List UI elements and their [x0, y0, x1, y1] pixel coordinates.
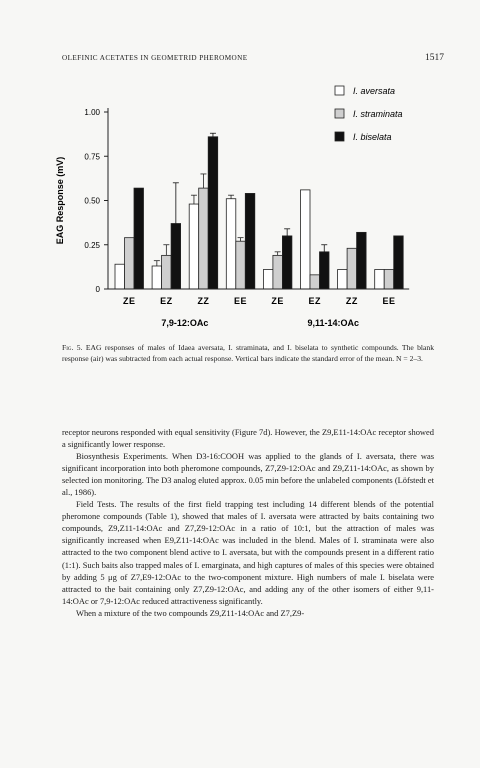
- bar: [273, 255, 283, 289]
- paragraph: receptor neurons responded with equal sensitivity (Figure 7d). However, the Z9,E11-14:OAc receptor showed a significantly lower response.: [62, 427, 434, 450]
- bar: [301, 190, 311, 289]
- x-tick-label: ZE: [271, 296, 284, 306]
- bar: [208, 137, 218, 289]
- bar: [282, 236, 292, 289]
- bar: [384, 270, 394, 289]
- y-axis-label: EAG Response (mV): [55, 156, 65, 245]
- x-tick-label: EZ: [160, 296, 173, 306]
- x-tick-label: ZZ: [345, 296, 358, 306]
- y-tick-label: 0.50: [84, 196, 100, 206]
- paragraph: Biosynthesis Experiments. When D3-16:COOH was applied to the glands of I. aversata, there was significant incorporation into both pheromone compounds, Z7,Z9-12:OAc and Z9,Z11-14:OAc, as shown by selected ion monitoring. The D3 analog eluted approx. 0.05 min before the unlabeled components (Löfstedt et al., 1986).: [62, 451, 434, 498]
- group-label: 9,11-14:OAc: [307, 318, 360, 328]
- bar: [171, 224, 181, 289]
- x-tick-label: ZE: [122, 296, 136, 306]
- body-text: [62, 426, 434, 619]
- legend-label: I. biselata: [353, 132, 392, 142]
- bar: [134, 188, 144, 289]
- y-tick-label: 0: [95, 285, 100, 294]
- legend-label: I. aversata: [353, 86, 396, 96]
- paragraph: When a mixture of the two compounds Z9,Z11-14:OAc and Z7,Z9-: [76, 607, 305, 618]
- y-tick-label: 0.75: [84, 152, 100, 162]
- eag-bar-chart: [40, 78, 460, 340]
- bar: [245, 193, 255, 289]
- bar: [189, 204, 199, 289]
- page-header: [62, 54, 444, 68]
- legend-swatch: [335, 132, 344, 141]
- caption-label: Fig. 5.: [62, 343, 83, 352]
- group-label: 7,9-12:OAc: [161, 318, 209, 328]
- bar: [375, 270, 385, 289]
- x-tick-label: EE: [382, 296, 396, 306]
- y-tick-label: 1.00: [84, 108, 100, 117]
- bar: [338, 270, 348, 289]
- legend-label: I. straminata: [353, 109, 403, 119]
- y-tick-label: 0.25: [84, 240, 100, 250]
- paragraph: Field Tests. The results of the first field trapping test including 14 different blends of the potential pheromone compounds (Table 1), showed that males of I. aversata were attracted by baits containing two compounds, Z9,Z11-14:OAc and Z7,Z9-12:OAc in a ratio of 10:1, but the attraction of males was significantly increased when E9,Z11-14:OAc was included in the blend. Males of I. straminata were also attracted to the two component blend active to I. aversata, but with the compounds present in a different ratio (1:1). Such baits also trapped males of I. emarginata, and high captures of males of this species were obtained by adding 5 μg of Z7,E9-12:OAc to the two-component mixture. High numbers of male I. biselata were attracted to the bait containing only Z7,Z9-12:OAc, and adding any of the other isomers of either 9,11-14:OAc or 7,9-12:OAc reduced attractiveness significantly.: [62, 499, 434, 606]
- bar: [236, 241, 246, 289]
- bar: [347, 248, 357, 289]
- legend-swatch: [335, 86, 344, 95]
- bar: [162, 255, 172, 289]
- bar: [199, 188, 209, 289]
- bar: [115, 264, 125, 289]
- bar: [310, 275, 320, 289]
- bar: [263, 270, 273, 289]
- bar: [152, 266, 162, 289]
- bar: [226, 199, 236, 289]
- bar: [357, 232, 367, 289]
- caption-text: EAG responses of males of Idaea aversata, I. straminata, and I. biselata to synthetic compounds. The blank response (air) was subtracted from each actual response. Vertical bars indicate the standard error of the mean. N = 2–3.: [62, 343, 434, 363]
- bar: [125, 238, 135, 289]
- x-tick-label: EE: [234, 296, 248, 306]
- bar: [394, 236, 404, 289]
- page-number: 1517: [425, 53, 444, 63]
- running-title: OLEFINIC ACETATES IN GEOMETRID PHEROMONE: [62, 54, 248, 62]
- x-tick-label: EZ: [308, 296, 322, 306]
- bar: [320, 252, 330, 289]
- x-tick-label: ZZ: [197, 296, 210, 306]
- legend-swatch: [335, 109, 344, 118]
- figure-caption: [62, 342, 434, 364]
